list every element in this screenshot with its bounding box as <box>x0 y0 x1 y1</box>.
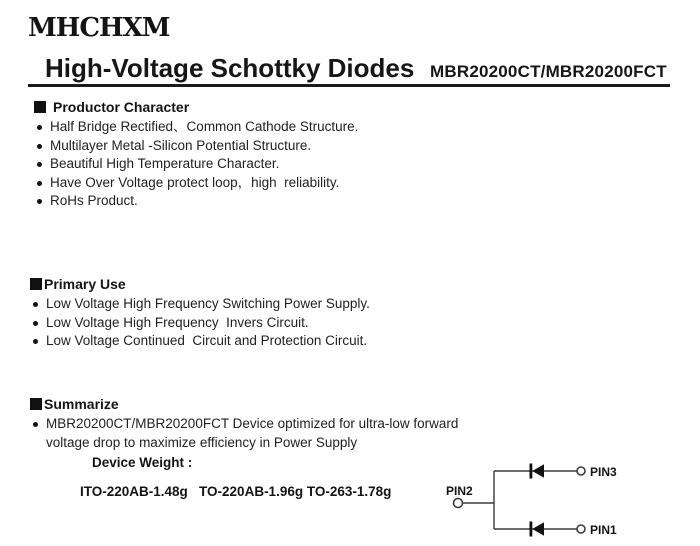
section-marker-icon <box>34 101 46 113</box>
section-heading: Summarize <box>44 396 119 412</box>
header-rule <box>28 84 670 87</box>
page-title: High-Voltage Schottky Diodes <box>45 53 415 83</box>
section-summarize <box>30 396 500 501</box>
pin3-label: PIN3 <box>590 465 617 479</box>
list-item <box>34 118 504 137</box>
section-heading: Primary Use <box>44 276 126 292</box>
list-item-text: Low Voltage High Frequency Switching Power Supply. <box>46 296 370 311</box>
list-item-text: Have Over Voltage protect loop，high reliability. <box>50 174 340 190</box>
pin3-terminal-icon <box>577 467 585 475</box>
section-heading: Productor Character <box>53 99 190 115</box>
section-productor-character <box>34 99 504 211</box>
pin2-label: PIN2 <box>446 484 473 498</box>
list-item-text: Multilayer Metal -Silicon Potential Structure. <box>50 137 312 153</box>
bullet-icon <box>33 321 38 326</box>
list-item <box>30 415 500 452</box>
bullet-icon <box>37 199 42 204</box>
bullet-icon <box>37 162 42 167</box>
diode-icon <box>532 522 544 536</box>
pin2-terminal-icon <box>454 499 463 508</box>
list-item <box>34 137 504 156</box>
pin1-terminal-icon <box>577 525 585 533</box>
bullet-icon <box>37 125 42 130</box>
part-number: MBR20200CT/MBR20200FCT <box>430 62 667 81</box>
list-item <box>30 314 500 333</box>
list-item-text: RoHs Product. <box>50 193 138 208</box>
device-weight-values: ITO-220AB-1.48g TO-220AB-1.96g TO-263-1.78g <box>80 484 392 499</box>
bullet-icon <box>33 302 38 307</box>
list-item <box>34 174 504 193</box>
diode-cathode-bar-icon <box>530 522 533 537</box>
section-marker-icon <box>30 278 42 290</box>
list-item-text: Low Voltage High Frequency Invers Circuit. <box>46 314 309 330</box>
section-marker-icon <box>30 398 42 410</box>
list-item <box>34 192 504 211</box>
list-item-text: Beautiful High Temperature Character. <box>50 156 280 171</box>
section-primary-use <box>30 276 500 351</box>
pin1-label: PIN1 <box>590 523 617 537</box>
diode-icon <box>532 464 544 478</box>
list-item <box>30 332 500 351</box>
list-item-text: Low Voltage Continued Circuit and Protection Circuit. <box>46 333 368 348</box>
section-heading-row <box>30 276 500 292</box>
list-item-text: Half Bridge Rectified、Common Cathode Structure. <box>50 119 359 134</box>
diode-cathode-bar-icon <box>530 464 533 479</box>
section-heading-row <box>30 396 500 412</box>
bullet-icon <box>37 181 42 186</box>
bullet-icon <box>33 422 38 427</box>
list-item <box>30 295 500 314</box>
section-heading-row <box>34 99 504 115</box>
brand-logo: MHCHXM <box>28 12 170 44</box>
connection-diagram <box>438 452 696 546</box>
list-item <box>34 155 504 174</box>
device-weight-label: Device Weight : <box>92 455 193 470</box>
list-item-text: MBR20200CT/MBR20200FCT Device optimized for ultra-low forward voltage drop to maximize efficiency in Power Supply <box>46 416 463 450</box>
bullet-icon <box>33 339 38 344</box>
bullet-icon <box>37 144 42 149</box>
